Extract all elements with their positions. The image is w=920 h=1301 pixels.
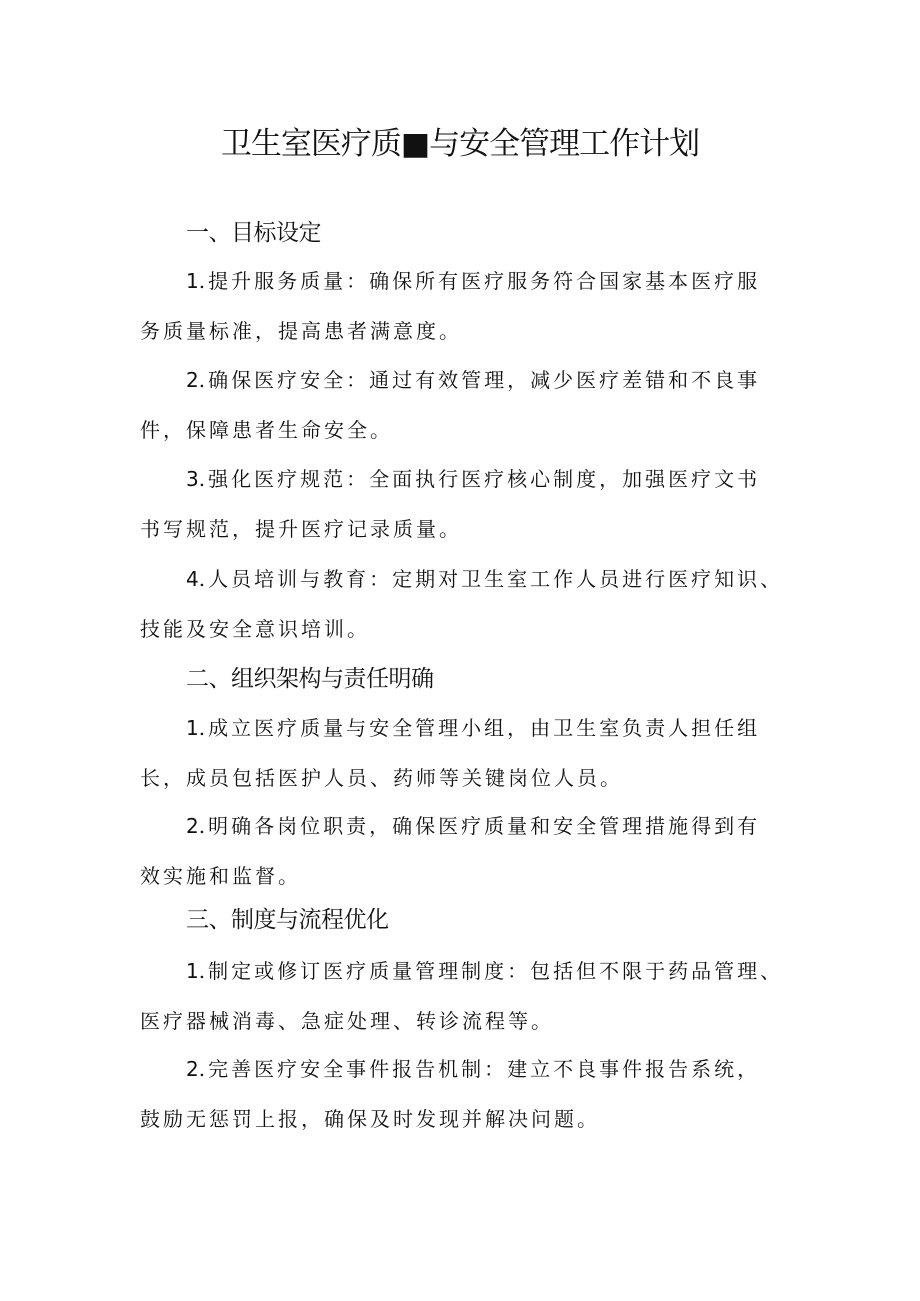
paragraph-line: .制定或修订医疗质量管理制度：包括但不限于药品管理、: [198, 959, 784, 983]
paragraph-goal-3: [140, 454, 800, 554]
paragraph-goal-2: [140, 355, 800, 455]
item-number: 1: [186, 269, 199, 293]
item-number: 3: [186, 467, 199, 491]
paragraph-line: .明确各岗位职责，确保医疗质量和安全管理措施得到有: [198, 814, 761, 838]
section-heading-goals: 一、目标设定: [186, 220, 321, 246]
paragraph-goal-1: [140, 256, 800, 356]
item-number: 1: [186, 959, 199, 983]
page-title: 卫生室医疗质■与安全管理工作计划: [220, 126, 700, 162]
paragraph-line: 效实施和监督。: [140, 864, 301, 888]
item-number: 1: [186, 716, 199, 740]
item-number: 2: [186, 814, 199, 838]
paragraph-line: 件，保障患者生命安全。: [140, 418, 393, 442]
paragraph-line: .提升服务质量：确保所有医疗服务符合国家基本医疗服: [198, 269, 761, 293]
item-number: 2: [186, 368, 199, 392]
paragraph-line: .完善医疗安全事件报告机制：建立不良事件报告系统，: [198, 1057, 761, 1081]
item-number: 4: [186, 567, 199, 591]
paragraph-line: 技能及安全意识培训。: [140, 617, 370, 641]
paragraph-line: 书写规范，提升医疗记录质量。: [140, 517, 462, 541]
paragraph-line: 长，成员包括医护人员、药师等关键岗位人员。: [140, 766, 623, 790]
paragraph-process-2: [140, 1044, 800, 1144]
paragraph-line: 务质量标准，提高患者满意度。: [140, 319, 462, 343]
paragraph-line: 鼓励无惩罚上报，确保及时发现并解决问题。: [140, 1107, 600, 1131]
paragraph-line: .人员培训与教育：定期对卫生室工作人员进行医疗知识、: [198, 567, 784, 591]
item-number: 2: [186, 1057, 199, 1081]
paragraph-line: 医疗器械消毒、急症处理、转诊流程等。: [140, 1009, 554, 1033]
section-heading-organization: 二、组织架构与责任明确: [186, 666, 434, 692]
paragraph-goal-4: [140, 554, 800, 654]
section-heading-process: 三、制度与流程优化: [186, 907, 389, 933]
paragraph-line: .确保医疗安全：通过有效管理，减少医疗差错和不良事: [198, 368, 761, 392]
paragraph-line: .强化医疗规范：全面执行医疗核心制度，加强医疗文书: [198, 467, 761, 491]
paragraph-line: .成立医疗质量与安全管理小组，由卫生室负责人担任组: [198, 716, 761, 740]
paragraph-org-1: [140, 703, 800, 803]
paragraph-org-2: [140, 801, 800, 901]
paragraph-process-1: [140, 946, 800, 1046]
